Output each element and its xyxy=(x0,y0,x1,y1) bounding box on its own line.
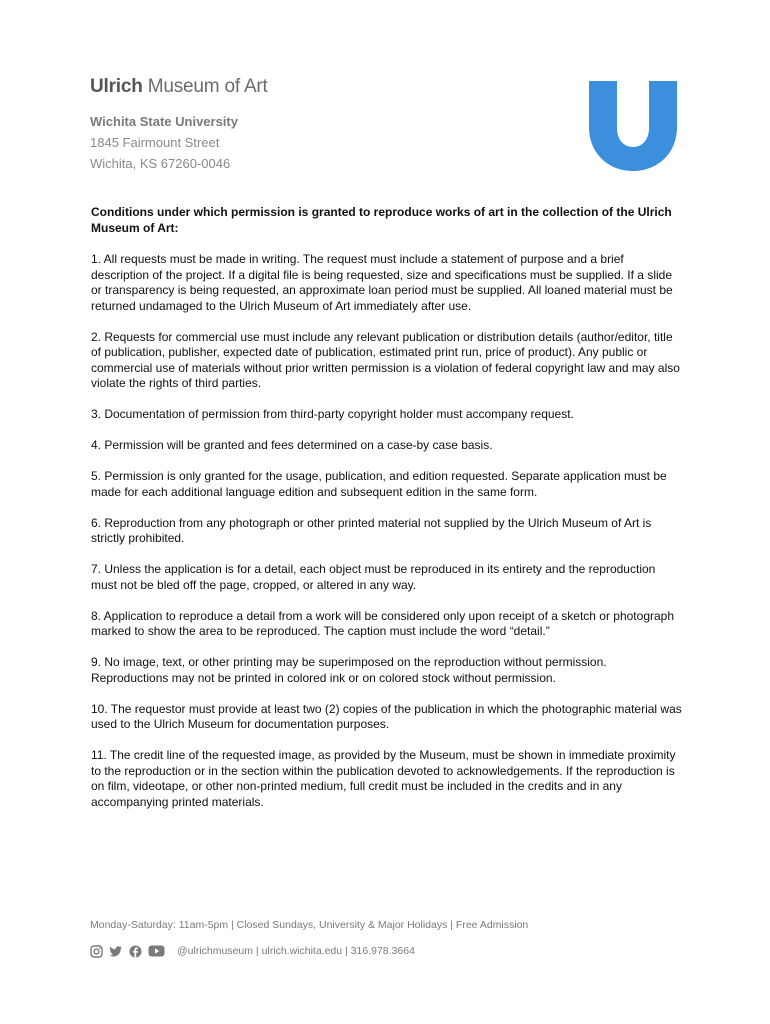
condition-item: 6. Reproduction from any photograph or other printed material not supplied by the Ulrich Museum of Art is strictly prohibited. xyxy=(91,515,652,545)
university-name: Wichita State University xyxy=(90,114,238,129)
facebook-icon[interactable] xyxy=(129,945,142,958)
condition-item: 5. Permission is only granted for the usage, publication, and edition requested. Separate application must be made for each additional language edition and subsequent edition in the same form. xyxy=(91,469,667,499)
youtube-icon[interactable] xyxy=(148,945,165,957)
condition-item: 7. Unless the application is for a detail, each object must be reproduced in its entirety and the reproduction must not be bled off the page, cropped, or altered in any way. xyxy=(91,562,656,592)
u-logo-shape xyxy=(589,81,677,171)
condition-item: 11. The credit line of the requested image, as provided by the Museum, must be shown in immediate proximity to the reproduction or in the section within the publication devoted to acknowledgements. If the reproduction is on film, videotape, or other non-printed medium, full credit must be included in the credits and in any accompanying printed materials. xyxy=(91,748,676,809)
twitter-icon[interactable] xyxy=(109,945,123,958)
condition-item: 4. Permission will be granted and fees determined on a case-by case basis. xyxy=(91,438,493,452)
condition-item: 10. The requestor must provide at least two (2) copies of the publication in which the photographic material was used to the Ulrich Museum for documentation purposes. xyxy=(91,701,682,731)
condition-item: 8. Application to reproduce a detail from a work will be considered only upon receipt of a sketch or photograph marked to show the area to be reproduced. The caption must include the word “detail.” xyxy=(91,608,675,638)
city-address: Wichita, KS 67260-0046 xyxy=(90,156,231,171)
conditions-document xyxy=(91,205,683,826)
condition-item: 9. No image, text, or other printing may be superimposed on the reproduction without permission. Reproductions may not be printed in colored ink or on colored stock without permission. xyxy=(91,655,607,685)
footer-contact: @ulrichmuseum | ulrich.wichita.edu | 316.978.3664 xyxy=(177,945,415,957)
ulrich-u-logo xyxy=(589,81,677,171)
museum-wordmark xyxy=(90,76,268,98)
wordmark-rest: Museum of Art xyxy=(142,76,268,97)
footer-contact-row xyxy=(90,942,415,960)
footer-hours: Monday-Saturday: 11am-5pm | Closed Sundays, University & Major Holidays | Free Admission xyxy=(90,919,529,931)
social-icons xyxy=(90,945,171,958)
condition-item: 3. Documentation of permission from third-party copyright holder must accompany request. xyxy=(91,407,574,421)
street-address: 1845 Fairmount Street xyxy=(90,135,220,150)
document-heading: Conditions under which permission is granted to reproduce works of art in the collection of the Ulrich Museum of Art: xyxy=(91,205,672,235)
instagram-icon[interactable] xyxy=(90,945,103,958)
wordmark-bold: Ulrich xyxy=(90,76,143,97)
condition-item: 1. All requests must be made in writing. The request must include a statement of purpose and a brief description of the project. If a digital file is being requested, size and specifications must be supplied. If a slide or transparency is being requested, an approximate loan period must be supplied. All loaned material must be returned undamaged to the Ulrich Museum of Art immediately after use. xyxy=(91,252,673,313)
condition-item: 2. Requests for commercial use must include any relevant publication or distribution details (author/editor, title of publication, publisher, expected date of publication, estimated print run, price of product). Any public or commercial use of materials without prior written permission is a violation of federal copyright law and may also violate the rights of third parties. xyxy=(91,329,680,390)
